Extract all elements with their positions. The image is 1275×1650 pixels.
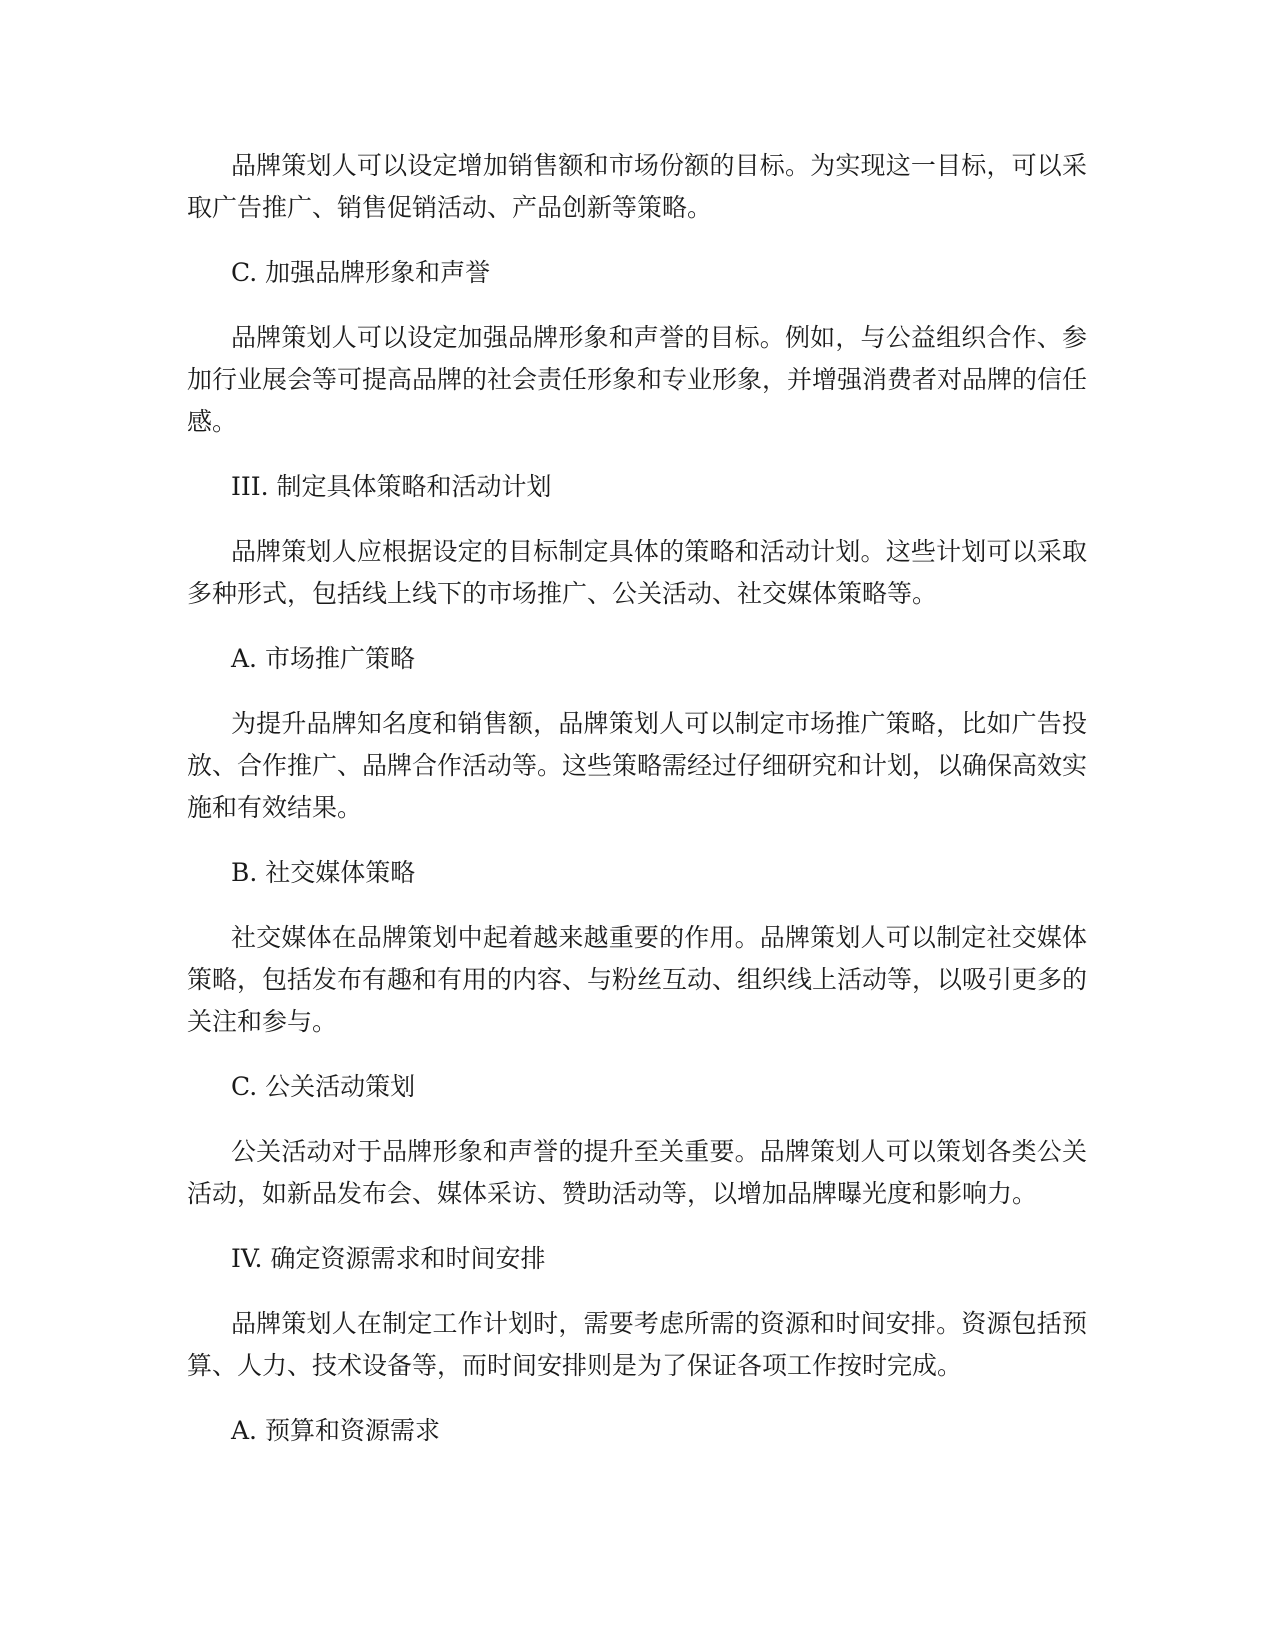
paragraph-pr-activities: 公关活动对于品牌形象和声誉的提升至关重要。品牌策划人可以策划各类公关活动，如新品发布会、媒体采访、赞助活动等，以增加品牌曝光度和影响力。 xyxy=(187,1137,1087,1208)
paragraph-social-media: 社交媒体在品牌策划中起着越来越重要的作用。品牌策划人可以制定社交媒体策略，包括发布有趣和有用的内容、与粉丝互动、组织线上活动等，以吸引更多的关注和参与。 xyxy=(187,923,1088,1036)
heading-brand-image: C. 加强品牌形象和声誉 xyxy=(231,258,491,287)
heading-budget: A. 预算和资源需求 xyxy=(231,1416,440,1445)
heading-pr-activities: C. 公关活动策划 xyxy=(231,1072,416,1101)
paragraph-sales-goal: 品牌策划人可以设定增加销售额和市场份额的目标。为实现这一目标，可以采取广告推广、销售促销活动、产品创新等策略。 xyxy=(187,151,1087,222)
document-body xyxy=(187,145,1087,1475)
paragraph-marketing-strategy: 为提升品牌知名度和销售额，品牌策划人可以制定市场推广策略，比如广告投放、合作推广、品牌合作活动等。这些策略需经过仔细研究和计划，以确保高效实施和有效结果。 xyxy=(187,709,1088,822)
paragraph-strategy-plan: 品牌策划人应根据设定的目标制定具体的策略和活动计划。这些计划可以采取多种形式，包括线上线下的市场推广、公关活动、社交媒体策略等。 xyxy=(187,537,1087,608)
heading-resources-schedule: IV. 确定资源需求和时间安排 xyxy=(231,1244,546,1273)
heading-social-media: B. 社交媒体策略 xyxy=(231,858,416,887)
paragraph-brand-image: 品牌策划人可以设定加强品牌形象和声誉的目标。例如，与公益组织合作、参加行业展会等可提高品牌的社会责任形象和专业形象，并增强消费者对品牌的信任感。 xyxy=(187,323,1088,436)
heading-marketing-strategy: A. 市场推广策略 xyxy=(231,644,415,673)
heading-strategy-plan: III. 制定具体策略和活动计划 xyxy=(231,472,552,501)
paragraph-resources-schedule: 品牌策划人在制定工作计划时，需要考虑所需的资源和时间安排。资源包括预算、人力、技术设备等，而时间安排则是为了保证各项工作按时完成。 xyxy=(187,1309,1087,1380)
